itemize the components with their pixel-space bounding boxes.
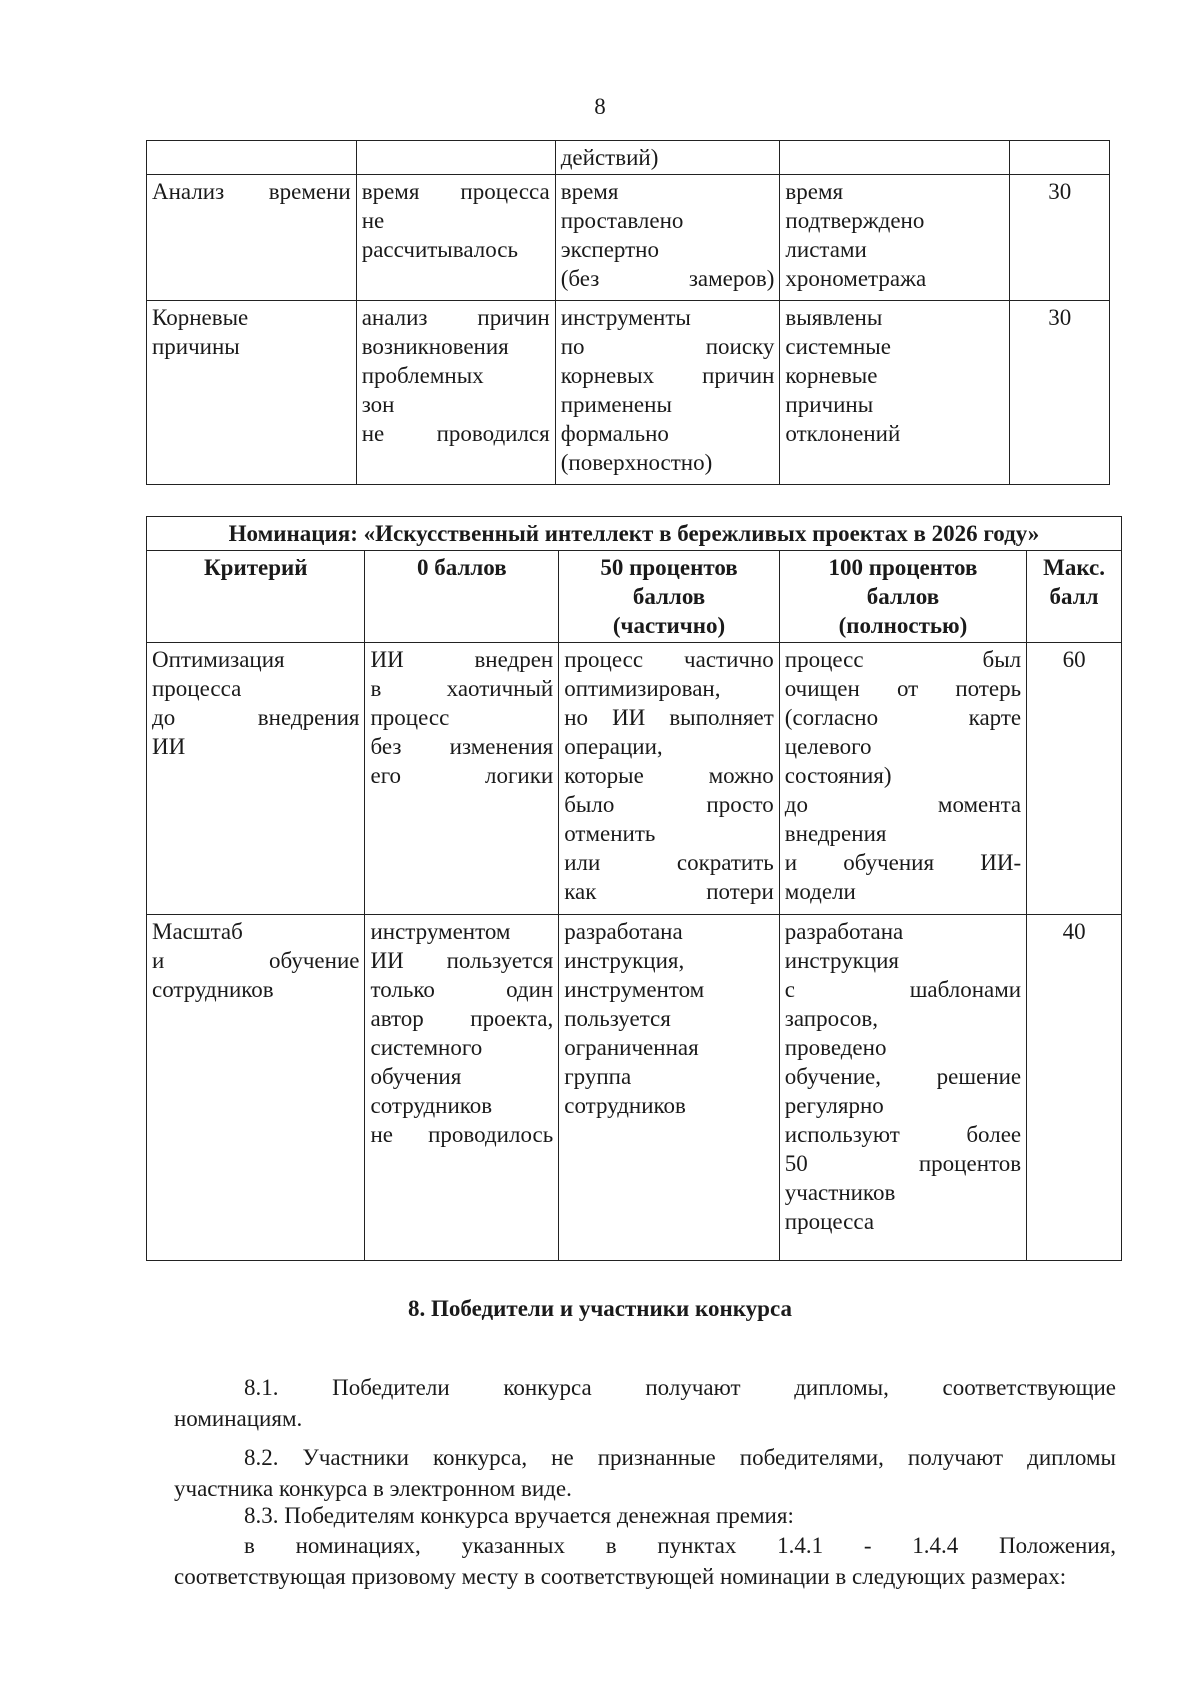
half-points-cell (555, 141, 780, 175)
section-title: 8. Победители и участники конкурса (408, 1296, 792, 1321)
header-row (147, 551, 1122, 643)
cell-line: состояния) (784, 763, 892, 788)
cell-line: используют более (784, 1122, 1022, 1147)
cell-line: пользуется (564, 1006, 671, 1031)
cell-line: не (361, 208, 385, 233)
cell-line: проставлено (560, 208, 684, 233)
max-points-cell: 30 (1010, 175, 1110, 301)
cell-line: Масштаб (152, 919, 243, 944)
cell-line: сотрудников (564, 1093, 686, 1118)
cell-line: баллов (866, 584, 940, 609)
cell-line: Анализ времени (152, 179, 351, 204)
cell-line: время (785, 179, 844, 204)
cell-line: выявлены (785, 305, 883, 330)
cell-line: в хаотичный (370, 676, 554, 701)
cell-line: корневые (785, 363, 878, 388)
cell-line: действий) (560, 145, 659, 170)
cell-line: и обучения ИИ- (784, 850, 1022, 875)
cell-line: группа (564, 1064, 632, 1089)
cell-line: инструкция, (564, 948, 685, 973)
page-number: 8 (594, 94, 606, 119)
paragraph-continuation: участника конкурса в электронном виде. (174, 1476, 572, 1501)
cell-line: рассчитывалось (361, 237, 518, 262)
cell-line: процесс был (784, 647, 1022, 672)
cell-line: (поверхностно) (560, 450, 713, 475)
paragraph-continuation: номинациям. (174, 1406, 303, 1431)
cell-line: не проводился (361, 421, 550, 446)
cell-line: не проводилось (370, 1122, 554, 1147)
cell-line: инструменты (560, 305, 691, 330)
cell-line: инструментом (370, 919, 511, 944)
cell-line: время процесса (361, 179, 550, 204)
max-points-cell: 60 (1027, 643, 1122, 915)
cell-line: листами (785, 237, 867, 262)
cell-line: операции, (564, 734, 663, 759)
header-criterion: Критерий (147, 551, 365, 643)
cell-line: запросов, (784, 1006, 878, 1031)
cell-line: ограниченная (564, 1035, 699, 1060)
half-points-cell (559, 643, 780, 915)
full-points-cell (780, 175, 1010, 301)
half-points-cell (555, 175, 780, 301)
cell-line: процесса (784, 1209, 875, 1234)
cell-line: Макс. (1043, 555, 1105, 580)
cell-line: 50 процентов (784, 1151, 1022, 1176)
cell-line: инструментом (564, 977, 705, 1002)
cell-line: оптимизирован, (564, 676, 721, 701)
header-zero-points: 0 баллов (365, 551, 559, 643)
cell-line: отменить (564, 821, 656, 846)
cell-line: отклонений (785, 421, 901, 446)
cell-line: процесс (370, 705, 450, 730)
cell-line: по поиску (560, 334, 775, 359)
cell-line: проведено (784, 1035, 887, 1060)
table-row (147, 301, 1110, 485)
nomination-row (147, 517, 1122, 551)
cell-line: обучения (370, 1064, 462, 1089)
full-points-cell (780, 301, 1010, 485)
max-points-cell: 40 (1027, 915, 1122, 1261)
paragraph-first-line: 8.1. Победители конкурса получают дипломы, соответствующие (244, 1375, 1116, 1400)
zero-points-cell (356, 175, 555, 301)
table-row (147, 915, 1122, 1261)
criterion-cell (147, 141, 357, 175)
cell-line: зон (361, 392, 395, 417)
cell-line: которые можно (564, 763, 774, 788)
max-points-cell (1010, 141, 1110, 175)
cell-line: до внедрения (152, 705, 360, 730)
table-row (147, 175, 1110, 301)
zero-points-cell (365, 643, 559, 915)
cell-line: процесса (152, 676, 242, 701)
header-half-points (559, 551, 780, 643)
zero-points-cell (365, 915, 559, 1261)
cell-line: очищен от потерь (784, 676, 1022, 701)
cell-line: без изменения (370, 734, 554, 759)
cell-line: разработана (564, 919, 683, 944)
paragraph-first-line: 8.2. Участники конкурса, не признанные победителями, получают дипломы (244, 1445, 1116, 1470)
cell-line: системного (370, 1035, 483, 1060)
cell-line: участников (784, 1180, 896, 1205)
criterion-cell (147, 175, 357, 301)
criterion-cell (147, 643, 365, 915)
cell-line: Оптимизация (152, 647, 285, 672)
cell-line: (без замеров) (560, 266, 775, 291)
cell-line: балл (1049, 584, 1099, 609)
cell-line: но ИИ выполняет (564, 705, 774, 730)
cell-line: возникновения (361, 334, 509, 359)
full-points-cell (780, 141, 1010, 175)
paragraph (174, 1500, 1116, 1531)
cell-line: автор проекта, (370, 1006, 554, 1031)
cell-line: процесс частично (564, 647, 774, 672)
half-points-cell (559, 915, 780, 1261)
header-full-points (779, 551, 1026, 643)
cell-line: ИИ пользуется (370, 948, 554, 973)
cell-line: 50 процентов (600, 555, 738, 580)
criterion-cell (147, 301, 357, 485)
cell-line: регулярно (784, 1093, 884, 1118)
cell-line: модели (784, 879, 856, 904)
cell-line: формально (560, 421, 669, 446)
cell-line: разработана (784, 919, 904, 944)
table-row (147, 141, 1110, 175)
cell-line: было просто (564, 792, 774, 817)
nomination-title: Номинация: «Искусственный интеллект в бережливых проектах в 2026 году» (147, 517, 1122, 551)
paragraph (174, 1372, 1116, 1434)
cell-line: (согласно карте (784, 705, 1022, 730)
cell-line: причины (785, 392, 874, 417)
criterion-cell (147, 915, 365, 1261)
cell-line: инструкция (784, 948, 900, 973)
full-points-cell (779, 643, 1026, 915)
cell-line: 100 процентов (828, 555, 978, 580)
cell-line: или сократить (564, 850, 774, 875)
paragraph (174, 1530, 1116, 1592)
cell-line: до момента (784, 792, 1022, 817)
ai-nomination-table (146, 516, 1122, 1261)
cell-line: как потери (564, 879, 774, 904)
cell-line: сотрудников (152, 977, 274, 1002)
paragraph-continuation: соответствующая призовому месту в соответствующей номинации в следующих размерах: (174, 1564, 1067, 1589)
cell-line: экспертно (560, 237, 659, 262)
cell-line: (частично) (612, 613, 726, 638)
half-points-cell (555, 301, 780, 485)
cell-line: системные (785, 334, 891, 359)
cell-line: ИИ (152, 734, 186, 759)
full-points-cell (779, 915, 1026, 1261)
cell-line: Корневые (152, 305, 249, 330)
cell-line: внедрения (784, 821, 887, 846)
cell-line: сотрудников (370, 1093, 493, 1118)
cell-line: анализ причин (361, 305, 550, 330)
zero-points-cell (356, 301, 555, 485)
paragraph-first-line: 8.3. Победителям конкурса вручается денежная премия: (244, 1503, 794, 1528)
cell-line: применены (560, 392, 672, 417)
cell-line: проблемных (361, 363, 484, 388)
cell-line: и обучение (152, 948, 360, 973)
cell-line: только один (370, 977, 554, 1002)
cell-line: причины (152, 334, 240, 359)
cell-line: баллов (632, 584, 706, 609)
cell-line: подтверждено (785, 208, 925, 233)
criteria-table-continued (146, 140, 1110, 485)
cell-line: хронометража (785, 266, 927, 291)
paragraph-first-line: в номинациях, указанных в пунктах 1.4.1 - 1.4.4 Положения, (244, 1533, 1116, 1558)
cell-line: корневых причин (560, 363, 775, 388)
cell-line: целевого (784, 734, 872, 759)
header-max-points (1027, 551, 1122, 643)
paragraph (174, 1442, 1116, 1504)
cell-line: (полностью) (838, 613, 968, 638)
cell-line: с шаблонами (784, 977, 1022, 1002)
zero-points-cell (356, 141, 555, 175)
cell-line: ИИ внедрен (370, 647, 554, 672)
cell-line: его логики (370, 763, 554, 788)
cell-line: обучение, решение (784, 1064, 1022, 1089)
cell-line: время (560, 179, 619, 204)
table-row (147, 643, 1122, 915)
max-points-cell: 30 (1010, 301, 1110, 485)
